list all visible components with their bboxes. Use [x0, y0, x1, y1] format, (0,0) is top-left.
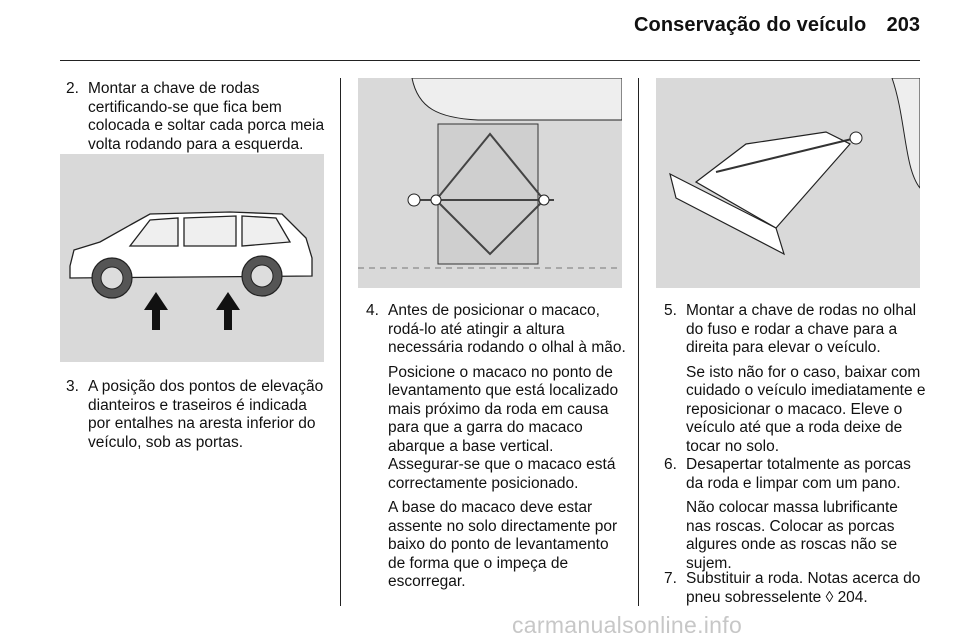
step-number: 4. — [366, 302, 379, 319]
page-number: 203 — [886, 14, 920, 36]
step-text: Antes de posicionar o macaco, rodá-lo até atingir a altura necessária rodando o olhal à mão. — [388, 302, 626, 356]
step-3 — [66, 378, 326, 452]
step-text: Se isto não for o caso, baixar com cuidado o veículo imediatamente e reposicionar o macaco. Eleve o veículo até que a roda deixe de tocar no solo. — [686, 363, 926, 455]
column-divider — [340, 78, 341, 606]
step-5 — [664, 302, 926, 456]
page-title: Conservação do veículo — [634, 14, 867, 36]
step-text: A posição dos pontos de elevação dianteiros e traseiros é indicada por entalhes na aresta inferior do veículo, sob as portas. — [88, 378, 324, 451]
header-divider — [60, 60, 920, 61]
step-7 — [664, 570, 926, 607]
step-4 — [366, 302, 628, 592]
step-text: Montar a chave de rodas no olhal do fuso e rodar a chave para a direita para elevar o veículo. — [686, 302, 917, 356]
jack-side-figure — [656, 78, 920, 288]
step-text: Posicione o macaco no ponto de levantamento que está localizado mais próximo da roda em causa para que a garra do macaco abarque a base vertical. Assegurar-se que o macaco está correctamente posicionado. — [388, 363, 619, 492]
step-number: 6. — [664, 456, 677, 473]
step-number: 5. — [664, 302, 677, 319]
step-text: Substituir a roda. Notas acerca do pneu sobresselente ◊ 204. — [686, 570, 921, 606]
step-2 — [66, 80, 326, 154]
step-text: Montar a chave de rodas certificando-se que fica bem colocada e soltar cada porca meia volta rodando para a esquerda. — [88, 80, 325, 153]
step-number: 7. — [664, 570, 677, 587]
step-text: A base do macaco deve estar assente no solo directamente por baixo do ponto de levantamento de forma que o impeça de escorregar. — [388, 499, 618, 590]
column-divider — [638, 78, 639, 606]
step-number: 3. — [66, 378, 79, 395]
step-text: Desapertar totalmente as porcas da roda e limpar com um pano. — [686, 456, 911, 492]
watermark: carmanualsonline.info — [512, 612, 743, 638]
car-lift-points-figure — [60, 154, 324, 362]
step-number: 2. — [66, 80, 79, 97]
step-6 — [664, 456, 926, 573]
jack-front-figure — [358, 78, 622, 288]
step-text: Não colocar massa lubrificante nas roscas. Colocar as porcas algures onde as roscas não se sujem. — [686, 499, 898, 572]
